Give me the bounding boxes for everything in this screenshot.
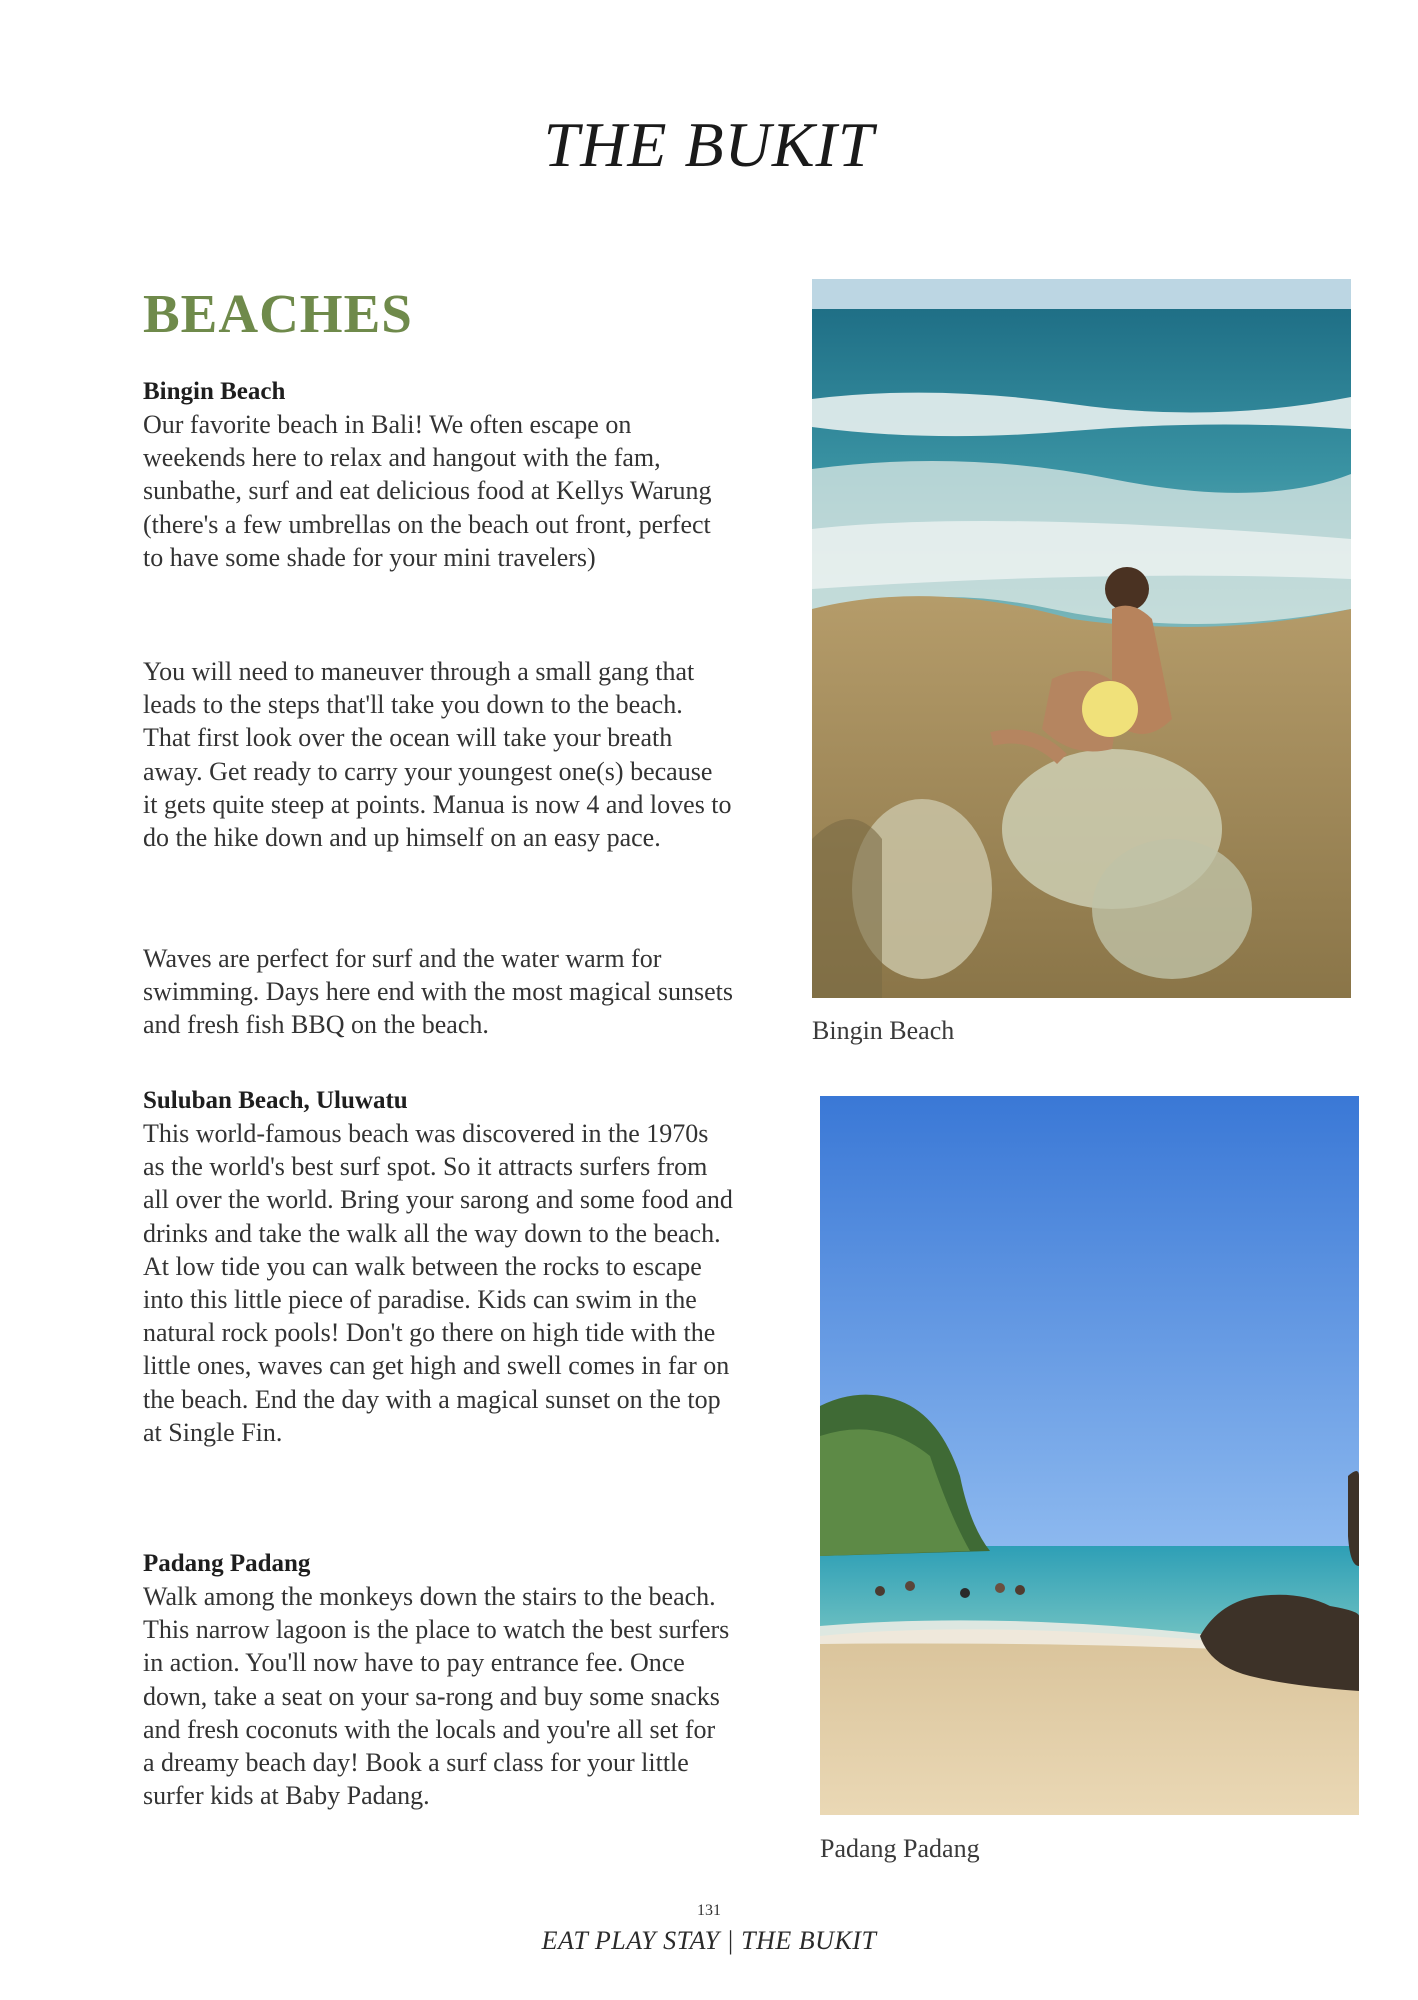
suluban-title: Suluban Beach, Uluwatu (143, 1087, 408, 1114)
bingin-title: Bingin Beach (143, 378, 286, 405)
padang-entry (143, 1547, 733, 1812)
footer: EAT PLAY STAY | THE BUKIT (541, 1926, 877, 1955)
bingin-entry (143, 375, 733, 574)
suluban-paragraph: This world-famous beach was discovered in the 1970s as the world's best surf spot. So it attracts surfers from all over the world. Bring your sarong and some food and drinks and take the walk all the way down to the beach. At low tide you can walk between the rocks to escape into this little piece of paradise. Kids can swim in the natural rock pools! Don't go there on high tide with the little ones, waves can get high and swell comes in far on the beach. End the day with a magical sunset on the top at Single Fin. (143, 1119, 733, 1447)
section-heading: BEACHES (143, 283, 413, 344)
bingin-paragraph-2: You will need to maneuver through a small gang that leads to the steps that'll take you down to the beach. That first look over the ocean will take your breath away. Get ready to carry your youngest one(s) because it gets quite steep at points. Manua is now 4 and loves to do the hike down and up himself on an easy pace. (143, 657, 732, 853)
bingin-paragraph-3: Waves are perfect for surf and the water warm for swimming. Days here end with the most magical sunsets and fresh fish BBQ on the beach. (143, 944, 733, 1040)
padang-photo-caption: Padang Padang (820, 1834, 980, 1863)
padang-title: Padang Padang (143, 1550, 311, 1577)
padang-padang-photo (820, 1096, 1359, 1815)
page-title: THE BUKIT (543, 109, 875, 180)
suluban-entry (143, 1084, 733, 1449)
bingin-entry-continued (143, 655, 733, 854)
bingin-entry-end (143, 942, 733, 1042)
bingin-paragraph-1: Our favorite beach in Bali! We often escape on weekends here to relax and hangout with the fam, sunbathe, surf and eat delicious food at Kellys Warung (there's a few umbrellas on the beach out front, perfect to have some shade for your mini travelers) (143, 410, 712, 572)
padang-paragraph: Walk among the monkeys down the stairs to the beach. This narrow lagoon is the place to watch the best surfers in action. You'll now have to pay entrance fee. Once down, take a seat on your sa-rong and buy some snacks and fresh coconuts with the locals and you're all set for a dreamy beach day! Book a surf class for your little surfer kids at Baby Padang. (143, 1582, 730, 1811)
page-number: 131 (697, 1902, 721, 1919)
bingin-beach-photo (812, 279, 1351, 998)
bingin-photo-caption: Bingin Beach (812, 1016, 955, 1045)
